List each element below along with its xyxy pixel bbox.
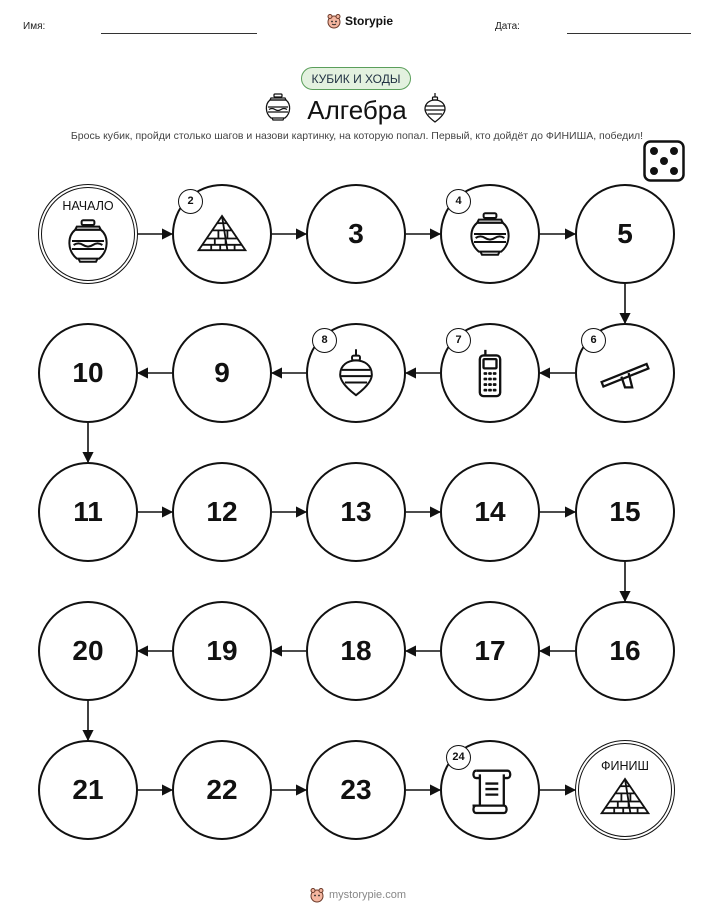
board-cell-23	[306, 740, 406, 840]
cell-number-tag: 4	[446, 189, 471, 214]
board-cell-5	[575, 184, 675, 284]
cell-number: 21	[72, 774, 104, 805]
cell-caption: ФИНИШ	[601, 758, 649, 773]
start-cell	[38, 184, 138, 284]
board-cell-17	[440, 601, 540, 701]
cell-number: 10	[72, 357, 104, 388]
seesaw-icon	[598, 356, 652, 390]
page-title: Алгебра	[307, 95, 407, 125]
cell-number-tag: 2	[178, 189, 203, 214]
pyramid-icon	[598, 777, 652, 822]
footer	[309, 887, 406, 903]
cell-number: 23	[340, 774, 372, 805]
cell-caption: НАЧАЛО	[62, 198, 114, 213]
board-cell-21	[38, 740, 138, 840]
cell-number-tag: 6	[581, 328, 606, 353]
instructions: Брось кубик, пройди столько шагов и назови картинку, на которую попал. Первый, кто дойдёт до ФИНИША, победил!	[70, 130, 644, 142]
game-type-badge: КУБИК И ХОДЫ	[301, 67, 411, 90]
board-cell-22	[172, 740, 272, 840]
cell-number: 3	[348, 218, 364, 249]
board-cell-19	[172, 601, 272, 701]
cell-number: 14	[474, 496, 506, 527]
cell-number: 18	[340, 635, 372, 666]
board-cell-12	[172, 462, 272, 562]
cell-number: 16	[609, 635, 641, 666]
storypie-mascot-icon	[309, 887, 325, 903]
cell-number: 13	[340, 496, 372, 527]
date-label: Дата:	[495, 21, 520, 32]
cell-number-tag: 24	[446, 745, 471, 770]
name-label: Имя:	[23, 21, 46, 32]
board-cell-16	[575, 601, 675, 701]
cell-number: 5	[617, 218, 633, 249]
pyramid-icon	[195, 214, 249, 254]
cell-number: 19	[206, 635, 238, 666]
spinning-top-icon	[337, 347, 375, 399]
cell-number: 15	[609, 496, 641, 527]
board-cell-15	[575, 462, 675, 562]
cell-number: 17	[474, 635, 506, 666]
cell-number-tag: 8	[312, 328, 337, 353]
cell-number: 12	[206, 496, 238, 527]
board-cell-13	[306, 462, 406, 562]
cell-number: 22	[206, 774, 238, 805]
cell-number: 9	[214, 357, 230, 388]
cell-number: 20	[72, 635, 104, 666]
scroll-icon	[467, 765, 513, 815]
board-cell-20	[38, 601, 138, 701]
brand-name: Storypie	[345, 14, 394, 28]
phone-icon	[476, 348, 504, 398]
cell-number-tag: 7	[446, 328, 471, 353]
cell-number: 11	[73, 496, 103, 527]
pot-icon	[65, 217, 111, 270]
board-cell-11	[38, 462, 138, 562]
board-cell-10	[38, 323, 138, 423]
finish-cell	[575, 740, 675, 840]
board-cell-18	[306, 601, 406, 701]
board-cell-14	[440, 462, 540, 562]
board-cell-9	[172, 323, 272, 423]
board-cell-3	[306, 184, 406, 284]
pot-icon	[467, 210, 513, 258]
footer-site: mystorypie.com	[329, 889, 407, 901]
